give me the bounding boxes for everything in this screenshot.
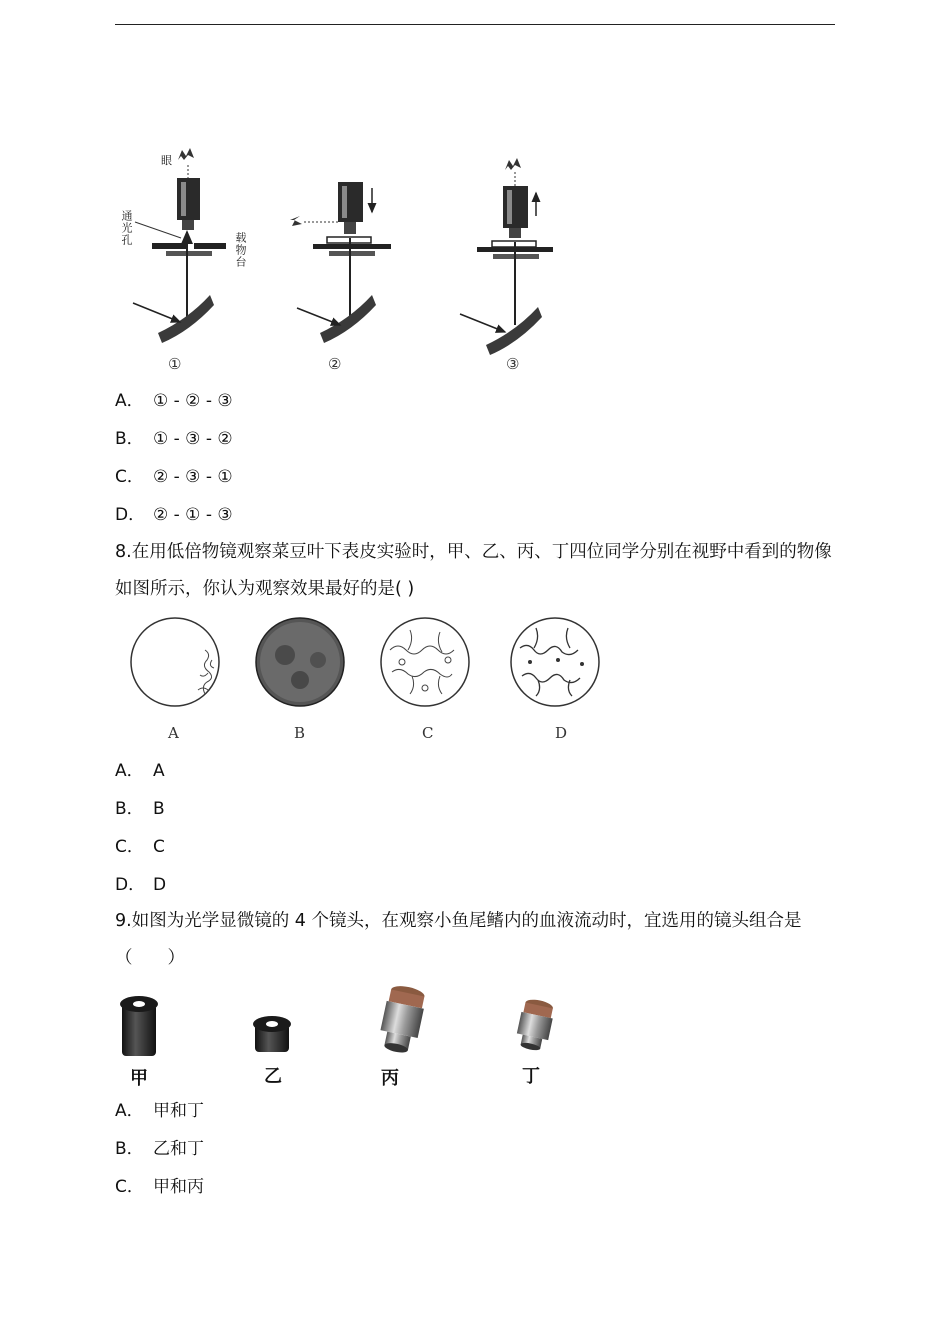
view-a-caption: A [168, 724, 179, 742]
q8-option-b[interactable]: B． B [115, 799, 165, 819]
q9-option-c[interactable]: C． 甲和丙 [115, 1177, 204, 1197]
view-d-caption: D [555, 724, 568, 742]
objective-short-lens [514, 997, 556, 1053]
diagram-2-caption: ② [328, 355, 342, 373]
q7-option-c[interactable]: C． ② - ③ - ① [115, 467, 233, 487]
eyepiece-short-lens [253, 1016, 291, 1052]
q8-option-c[interactable]: C． C [115, 837, 165, 857]
view-b-caption: B [294, 724, 306, 742]
eye-label: 眼 [161, 154, 172, 167]
lens-ding-caption: 丁 [522, 1066, 540, 1087]
stage-label: 载物台 [234, 232, 247, 268]
q9-stem: 9.如图为光学显微镜的 4 个镜头，在观察小鱼尾鳍内的血液流动时，宜选用的镜头组合是（ ） [115, 911, 802, 968]
objective-long-lens [377, 983, 428, 1055]
q9-option-b[interactable]: B． 乙和丁 [115, 1139, 204, 1159]
q7-option-d[interactable]: D． ② - ① - ③ [115, 505, 233, 525]
q9-option-a[interactable]: A． 甲和丁 [115, 1101, 204, 1121]
lens-jia-caption: 甲 [130, 1068, 148, 1089]
q8-option-d[interactable]: D． D [115, 875, 167, 895]
q7-option-a[interactable]: A． ① - ② - ③ [115, 391, 233, 411]
lens-bing-caption: 丙 [381, 1068, 399, 1089]
eyepiece-long-lens [120, 996, 158, 1056]
q8-option-a[interactable]: A． A [115, 761, 165, 781]
view-c-caption: C [422, 724, 434, 742]
diagram-3-caption: ③ [506, 355, 520, 373]
diagram-1-caption: ① [168, 355, 182, 373]
aperture-label: 通光孔 [120, 210, 133, 246]
lens-yi-caption: 乙 [264, 1066, 282, 1087]
q8-stem: 8.在用低倍物镜观察菜豆叶下表皮实验时，甲、乙、丙、丁四位同学分别在视野中看到的物像如图所示，你认为观察效果最好的是( ) [115, 542, 832, 599]
q7-option-b[interactable]: B． ① - ③ - ② [115, 429, 233, 449]
